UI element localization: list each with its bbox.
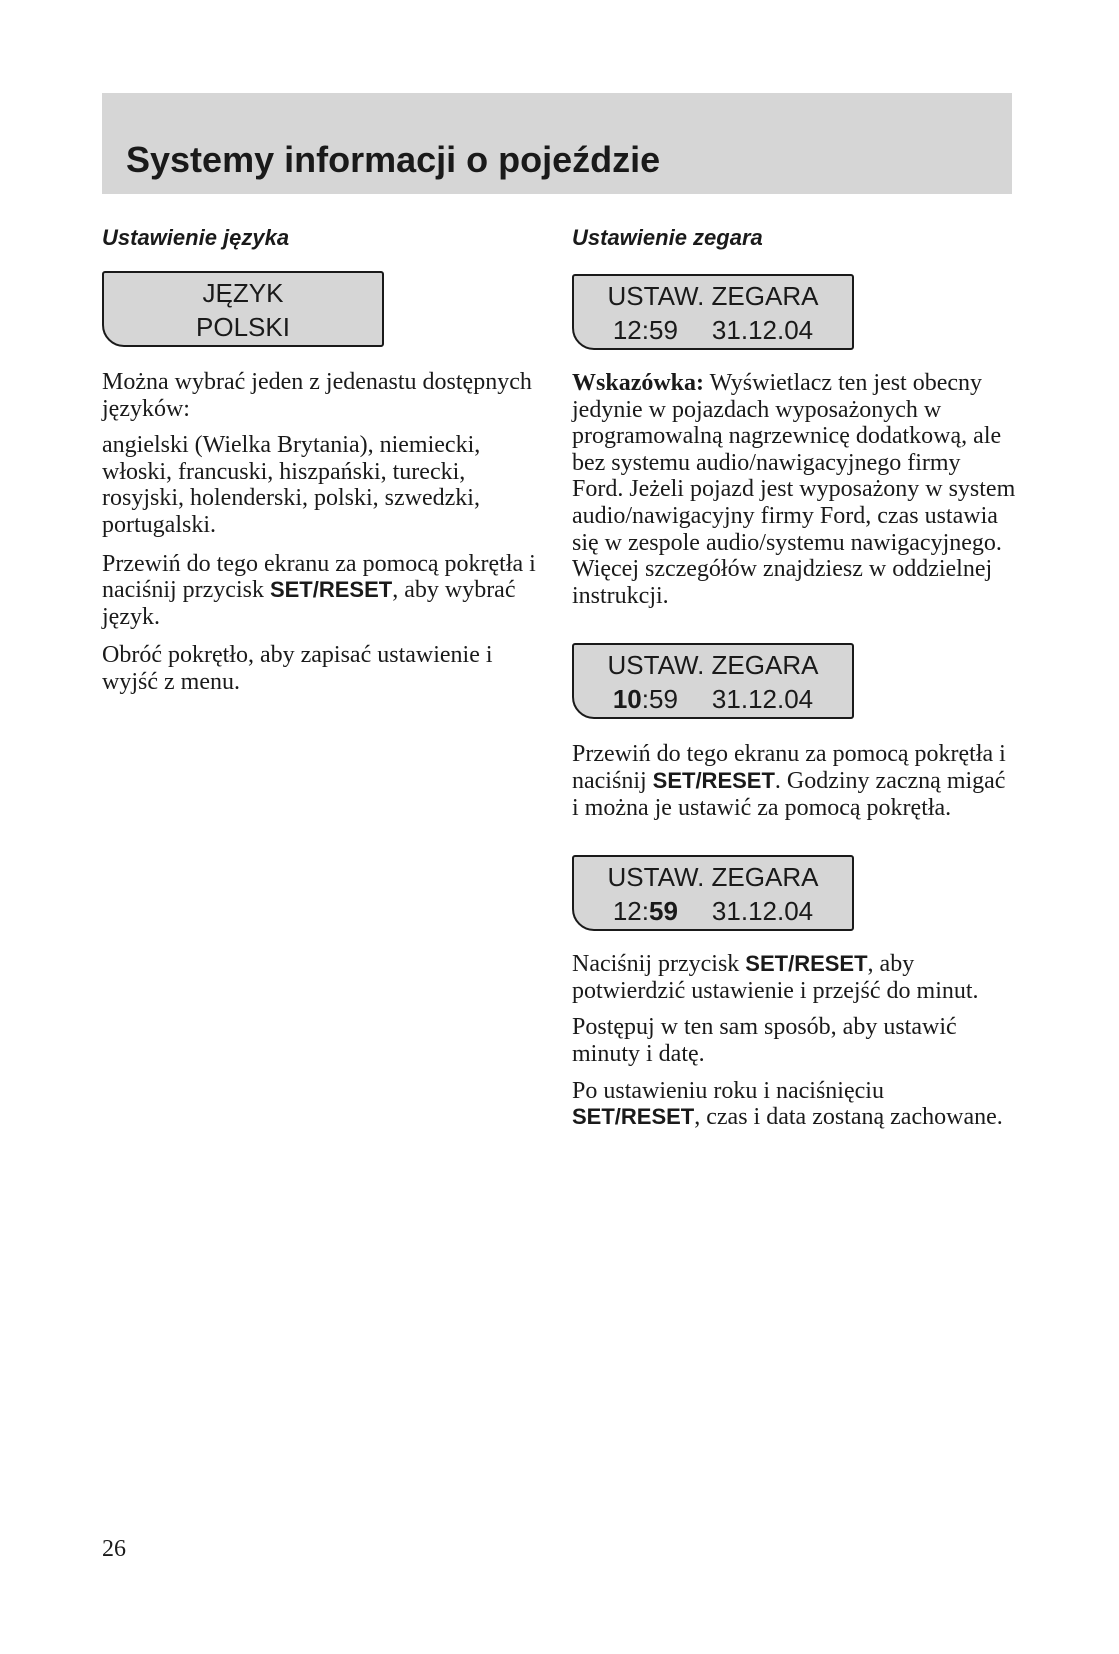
clock-display-2-time: 10:59 31.12.04 bbox=[612, 684, 814, 715]
save-language-instruction: Obróć pokrętło, aby zapisać ustawienie i wyjść z menu. bbox=[102, 642, 493, 695]
confirm-hours-instruction: Naciśnij przycisk SET/RESET, aby potwierdzić ustawienie i przejść do minut. bbox=[572, 951, 979, 1004]
clock-display-3-time: 12:59 31.12.04 bbox=[612, 896, 814, 927]
left-column bbox=[102, 224, 542, 696]
page-number: 26 bbox=[102, 1536, 126, 1562]
clock-display-2-title: USTAW. ZEGARA bbox=[607, 650, 819, 681]
clock-display-3-title: USTAW. ZEGARA bbox=[607, 862, 819, 893]
set-hours-instruction: Przewiń do tego ekranu za pomocą pokrętła i naciśnij SET/RESET. Godziny zaczną migać i można je ustawić za pomocą pokrętła. bbox=[572, 741, 1006, 821]
clock-display-1-title: USTAW. ZEGARA bbox=[607, 281, 819, 311]
set-reset-key: SET/RESET bbox=[269, 577, 393, 603]
highlighted-hours: 10 bbox=[612, 684, 642, 715]
minutes-date-instruction: Postępuj w ten sam sposób, aby ustawić minuty i datę. bbox=[572, 1014, 957, 1067]
set-reset-key: SET/RESET bbox=[572, 1104, 695, 1130]
clock-display-2 bbox=[572, 643, 854, 719]
page-title: Systemy informacji o pojeździe bbox=[126, 139, 661, 180]
language-display bbox=[102, 271, 384, 347]
language-setting-heading: Ustawienie języka bbox=[102, 225, 290, 250]
set-reset-key: SET/RESET bbox=[652, 767, 775, 793]
clock-display-3 bbox=[572, 855, 854, 931]
clock-display-1-time: 12:59 31.12.04 bbox=[612, 315, 814, 345]
select-language-instruction: Przewiń do tego ekranu za pomocą pokrętła i naciśnij przycisk SET/RESET, aby wybrać język. bbox=[102, 550, 536, 630]
clock-note-text: Wskazówka: Wyświetlacz ten jest obecny jedynie w pojazdach wyposażonych w programowalną nagrzewnicę dodatkową, ale bez systemu audio/nawigacyjnego firmy Ford. Jeżeli pojazd jest wyposażony w system audio/nawigacyjny firmy Ford, czas ustawia się w zespole audio/systemu nawigacyjnego. Więcej szczegółów znajdziesz w oddzielnej instrukcji. bbox=[572, 370, 1016, 609]
clock-display-1 bbox=[572, 274, 854, 350]
languages-intro-text: Można wybrać jeden z jedenastu dostępnych języków: bbox=[102, 369, 532, 422]
note-label: Wskazówka: bbox=[572, 370, 705, 396]
clock-setting-heading: Ustawienie zegara bbox=[572, 225, 763, 250]
set-reset-key: SET/RESET bbox=[745, 951, 868, 977]
highlighted-minutes: 59 bbox=[649, 896, 678, 927]
save-clock-instruction: Po ustawieniu roku i naciśnięciu SET/RESET, czas i data zostaną zachowane. bbox=[572, 1077, 1003, 1131]
right-column bbox=[572, 224, 1017, 1131]
language-display-line1: JĘZYK bbox=[202, 278, 284, 308]
language-display-line2: POLSKI bbox=[196, 312, 290, 342]
languages-list-text: angielski (Wielka Brytania), niemiecki, włoski, francuski, hiszpański, turecki, rosyjski, holenderski, polski, szwedzki, portugalski. bbox=[102, 432, 481, 538]
